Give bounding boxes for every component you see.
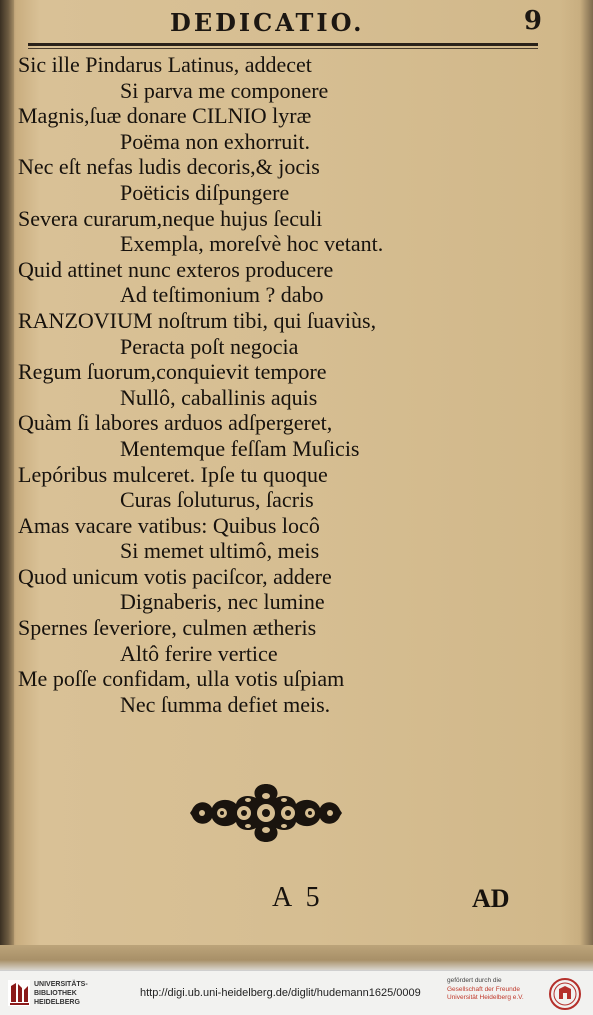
viewer-footer [0,970,593,1015]
verse-line-indented: Si parva me componere [120,77,329,103]
library-name-line: UNIVERSITÄTS- [34,981,88,988]
verse-line: Nec eſt nefas ludis decoris,& jocis [18,154,320,180]
verse-line: Regum ſuorum,conquievit tempore [18,359,327,385]
running-title: DEDICATIO. [170,8,365,37]
verse-line-indented: Poëticis diſpungere [120,179,290,205]
dedication-poem [18,52,558,717]
book-gutter [0,0,14,970]
verse-line: Magnis,ſuæ donare CILNIO lyræ [18,103,312,129]
header-rule [28,43,538,46]
library-name[interactable] [34,980,94,1007]
sponsor-line: gefördert durch die [447,977,502,984]
verse-line: RANZOVIUM noſtrum tibi, qui ſuaviùs, [18,307,377,333]
library-logo-icon[interactable] [8,980,30,1006]
verse-line: Quod unicum votis paciſcor, addere [18,563,332,589]
signature-mark: A 5 [272,882,324,913]
sponsor-line: Universität Heidelberg e.V. [447,994,524,1001]
page-header [170,8,550,42]
society-seal-icon[interactable] [545,977,585,1011]
library-name-line: BIBLIOTHEK [34,990,77,997]
verse-line-indented: Si memet ultimô, meis [120,538,320,564]
verse-line: Quid attinet nunc exteros producere [18,256,334,282]
printers-ornament-icon [186,778,346,848]
verse-line-indented: Mentemque feſſam Muſicis [120,435,360,461]
verse-line-indented: Exempla, moreſvè hoc vetant. [120,231,384,257]
verse-line: Amas vacare vatibus: Quibus locô [18,512,320,538]
verse-line: Sic ille Pindarus Latinus, addecet [18,52,312,77]
sponsor-credit[interactable] [447,977,539,1003]
header-rule-thin [28,48,538,49]
verse-line-indented: Nullô, caballinis aquis [120,384,318,410]
verse-line: Spernes ſeveriore, culmen ætheris [18,615,317,641]
verse-line-indented: Altô ferire vertice [120,640,278,666]
page-bottom-edge [0,945,593,970]
library-name-line: HEIDELBERG [34,999,80,1006]
verse-line: Lepóribus mulceret. Ipſe tu quoque [18,461,328,487]
verse-line: Quàm ſi labores arduos adſpergeret, [18,410,333,436]
verse-line-indented: Dignaberis, nec lumine [120,589,325,615]
verse-line-indented: Ad teſtimonium ? dabo [120,282,324,308]
verse-line: Severa curarum,neque hujus ſeculi [18,205,323,231]
verse-line-indented: Poëma non exhorruit. [120,128,311,154]
verse-line: Me poſſe confidam, ulla votis uſpiam [18,666,345,692]
verse-line-indented: Curas ſoluturus, ſacris [120,487,314,513]
verse-line-indented: Peracta poſt negocia [120,333,299,359]
permalink-url[interactable]: http://digi.ub.uni-heidelberg.de/diglit/hudemann1625/0009 [140,987,421,999]
catchword: AD [472,884,510,913]
page-number: 9 [523,6,542,36]
verse-line-indented: Nec ſumma defiet meis. [120,691,331,717]
sponsor-line: Gesellschaft der Freunde [447,985,520,993]
